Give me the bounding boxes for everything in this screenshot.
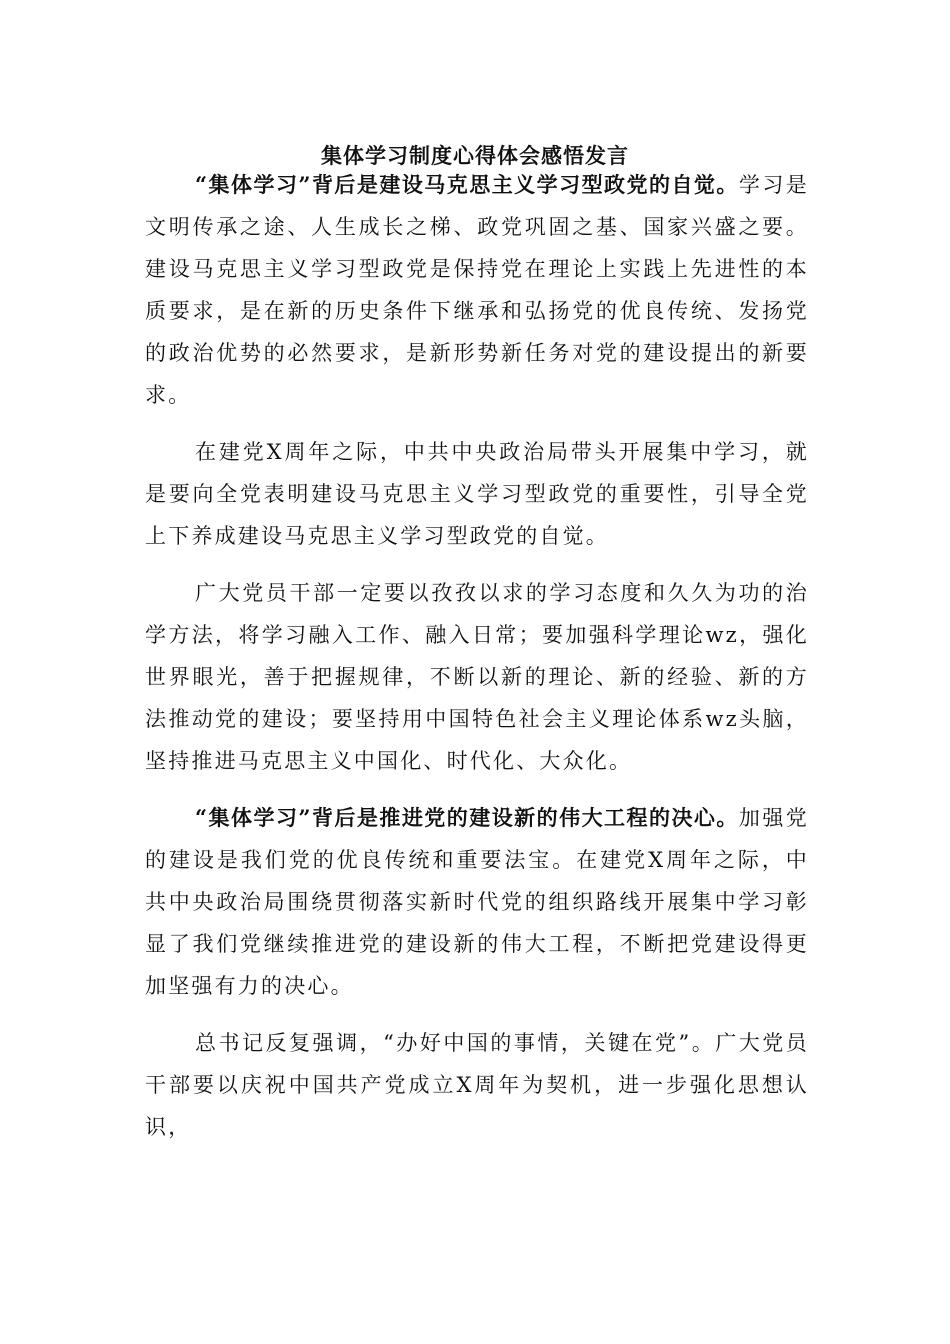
paragraph-text: 学习是文明传承之途、人生成长之梯、政党巩固之基、国家兴盛之要。建设马克思主义学习型政党是保持党在理论上实践上先进性的本质要求，是在新的历史条件下继承和弘扬党的优良传统、发扬党的政治优势的必然要求，是新形势新任务对党的建设提出的新要求。 <box>145 173 809 407</box>
document-title: 集体学习制度心得体会感悟发言 <box>321 143 629 168</box>
paragraph-4 <box>145 797 809 1007</box>
document-body <box>145 164 809 1163</box>
paragraph-text: 广大党员干部一定要以孜孜以求的学习态度和久久为功的治学方法，将学习融入工作、融入日常；要加强科学理论wz，强化世界眼光，善于把握规律，不断以新的理论、新的经验、新的方法推动党的建设；要坚持用中国特色社会主义理论体系wz头脑，坚持推进马克思主义中国化、时代化、大众化。 <box>145 581 809 773</box>
paragraph-text: 加强党的建设是我们党的优良传统和重要法宝。在建党X周年之际，中共中央政治局围绕贯彻落实新时代党的组织路线开展集中学习彰显了我们党继续推进党的建设新的伟大工程，不断把党建设得更加坚强有力的决心。 <box>145 806 809 998</box>
paragraph-lead: “集体学习”背后是建设马克思主义学习型政党的自觉。 <box>195 172 739 197</box>
paragraph-lead: “集体学习”背后是推进党的建设新的伟大工程的决心。 <box>195 805 739 830</box>
paragraph-text: 总书记反复强调，“办好中国的事情，关键在党”。广大党员干部要以庆祝中国共产党成立X周年为契机，进一步强化思想认识， <box>145 1031 809 1139</box>
paragraph-2 <box>145 431 809 557</box>
paragraph-1 <box>145 164 809 416</box>
paragraph-3 <box>145 572 809 782</box>
paragraph-5 <box>145 1022 809 1148</box>
paragraph-text: 在建党X周年之际，中共中央政治局带头开展集中学习，就是要向全党表明建设马克思主义学习型政党的重要性，引导全党上下养成建设马克思主义学习型政党的自觉。 <box>145 440 809 548</box>
